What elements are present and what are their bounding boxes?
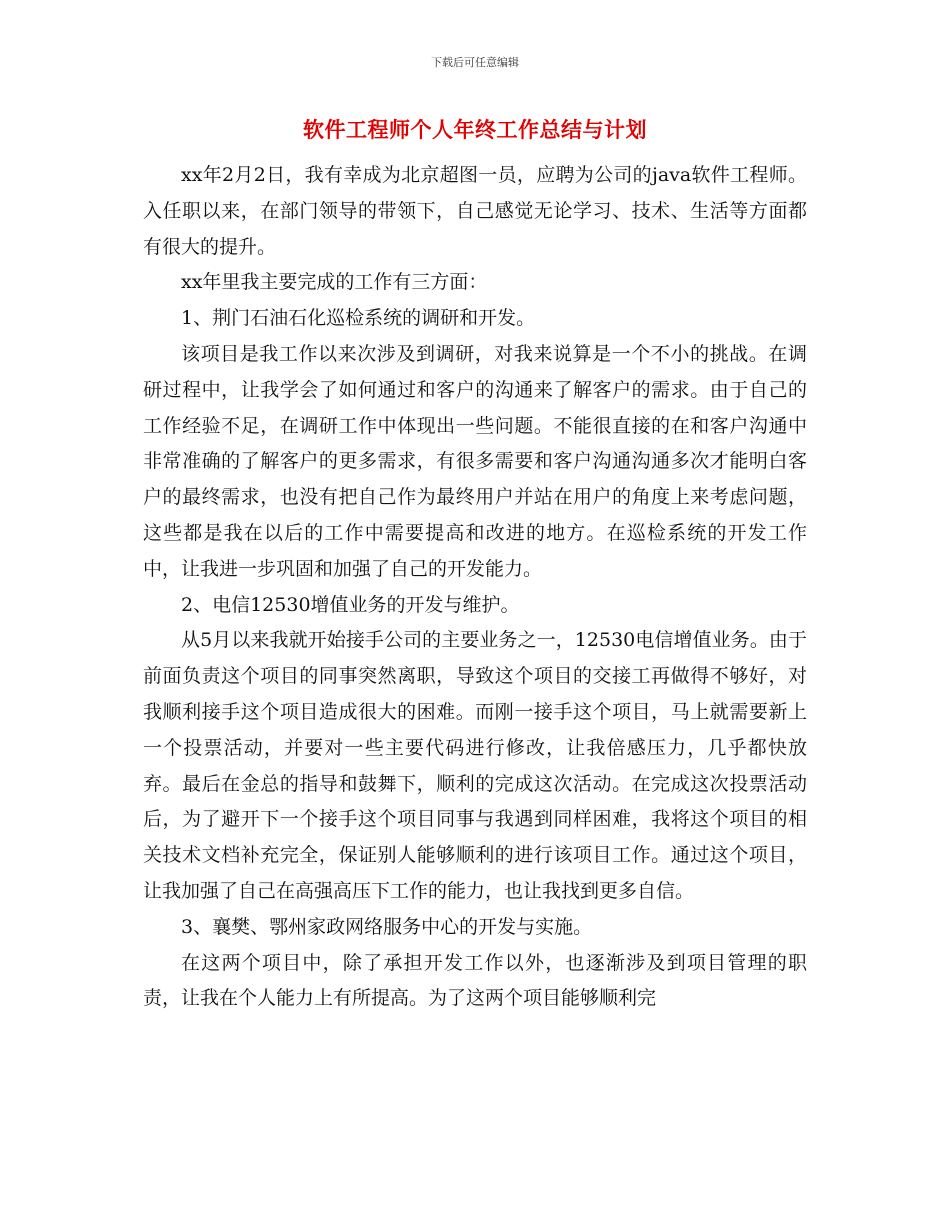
paragraph: xx年里我主要完成的工作有三方面： [181,271,488,294]
section-heading: 1、荆门石油石化巡检系统的调研和开发。 [181,307,536,330]
page-header: 下载后可任意编辑 [431,56,519,69]
paragraph: xx年2月2日，我有幸成为北京超图一员，应聘为公司的java软件工程师。入任职以来，在部门领导的带领下，自己感觉无论学习、技术、生活等方面都有很大的提升。 [143,164,807,258]
section-heading: 2、电信12530增值业务的开发与维护。 [181,593,520,616]
section-heading: 3、襄樊、鄂州家政网络服务中心的开发与实施。 [181,915,593,938]
document-title: 软件工程师个人年终工作总结与计划 [303,118,647,142]
document-body [143,158,807,1017]
paragraph: 从5月以来我就开始接手公司的主要业务之一，12530电信增值业务。由于前面负责这个项目的同事突然离职，导致这个项目的交接工再做得不够好，对我顺利接手这个项目造成很大的困难。而刚一接手这个项目，马上就需要新上一个投票活动，并要对一些主要代码进行修改，让我倍感压力，几乎都快放弃。最后在金总的指导和鼓舞下，顺利的完成这次活动。在完成这次投票活动后，为了避开下一个接手这个项目同事与我遇到同样困难，我将这个项目的相关技术文档补充完全，保证别人能够顺利的进行该项目工作。通过这个项目，让我加强了自己在高强高压下工作的能力，也让我找到更多自信。 [143,629,807,902]
paragraph: 在这两个项目中，除了承担开发工作以外，也逐渐涉及到项目管理的职责，让我在个人能力上有所提高。为了这两个项目能够顺利完 [143,951,807,1010]
paragraph: 该项目是我工作以来次涉及到调研，对我来说算是一个不小的挑战。在调研过程中，让我学会了如何通过和客户的沟通来了解客户的需求。由于自己的工作经验不足，在调研工作中体现出一些问题。不能很直接的在和客户沟通中非常准确的了解客户的更多需求，有很多需要和客户沟通沟通多次才能明白客户的最终需求，也没有把自己作为最终用户并站在用户的角度上来考虑问题，这些都是我在以后的工作中需要提高和改进的地方。在巡检系统的开发工作中，让我进一步巩固和加强了自己的开发能力。 [143,342,807,580]
